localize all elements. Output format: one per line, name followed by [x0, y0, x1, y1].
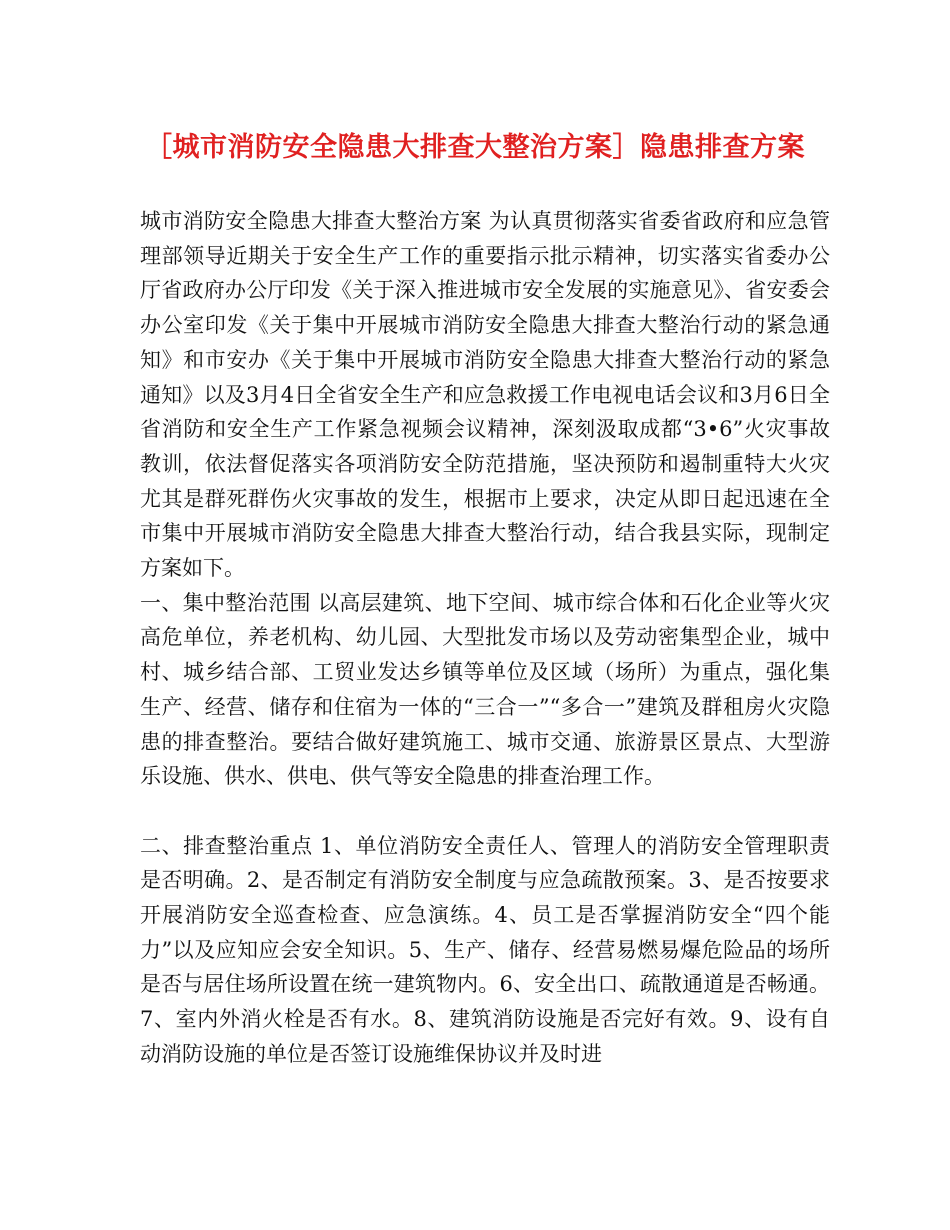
document-title: ［城市消防安全隐患大排查大整治方案］隐患排查方案: [145, 132, 805, 163]
paragraph-intro: 城市消防安全隐患大排查大整治方案 为认真贯彻落实省委省政府和应急管理部领导近期关于安全生产工作的重要指示批示精神，切实落实省委办公厅省政府办公厅印发《关于深入推进城市安全发展的实施意见》、省安委会办公室印发《关于集中开展城市消防安全隐患大排查大整治行动的紧急通知》和市安办《关于集中开展城市消防安全隐患大排查大整治行动的紧急通知》以及3月4日全省安全生产和应急救援工作电视电话会议和3月6日全省消防和安全生产工作紧急视频会议精神，深刻汲取成都“3•6”火灾事故教训，依法督促落实各项消防安全防范措施，坚决预防和遏制重特大火灾尤其是群死群伤火灾事故的发生，根据市上要求，决定从即日起迅速在全市集中开展城市消防安全隐患大排查大整治行动，结合我县实际，现制定方案如下。: [140, 209, 830, 581]
document-body: [140, 204, 830, 1072]
paragraph-key-points: 二、排查整治重点 1、单位消防安全责任人、管理人的消防安全管理职责是否明确。2、是否制定有消防安全制度与应急疏散预案。3、是否按要求开展消防安全巡查检查、应急演练。4、员工是否掌握消防安全“四个能力”以及应知应会安全知识。5、生产、储存、经营易燃易爆危险品的场所是否与居住场所设置在统一建筑物内。6、安全出口、疏散通道是否畅通。7、室内外消火栓是否有水。8、建筑消防设施是否完好有效。9、设有自动消防设施的单位是否签订设施维保协议并及时进: [140, 833, 830, 1066]
paragraph-scope: 一、集中整治范围 以高层建筑、地下空间、城市综合体和石化企业等火灾高危单位，养老机构、幼儿园、大型批发市场以及劳动密集型企业，城中村、城乡结合部、工贸业发达乡镇等单位及区域（场所）为重点，强化集生产、经营、储存和住宿为一体的“三合一”“多合一”建筑及群租房火灾隐患的排查整治。要结合做好建筑施工、城市交通、旅游景区景点、大型游乐设施、供水、供电、供气等安全隐患的排查治理工作。: [140, 590, 830, 789]
